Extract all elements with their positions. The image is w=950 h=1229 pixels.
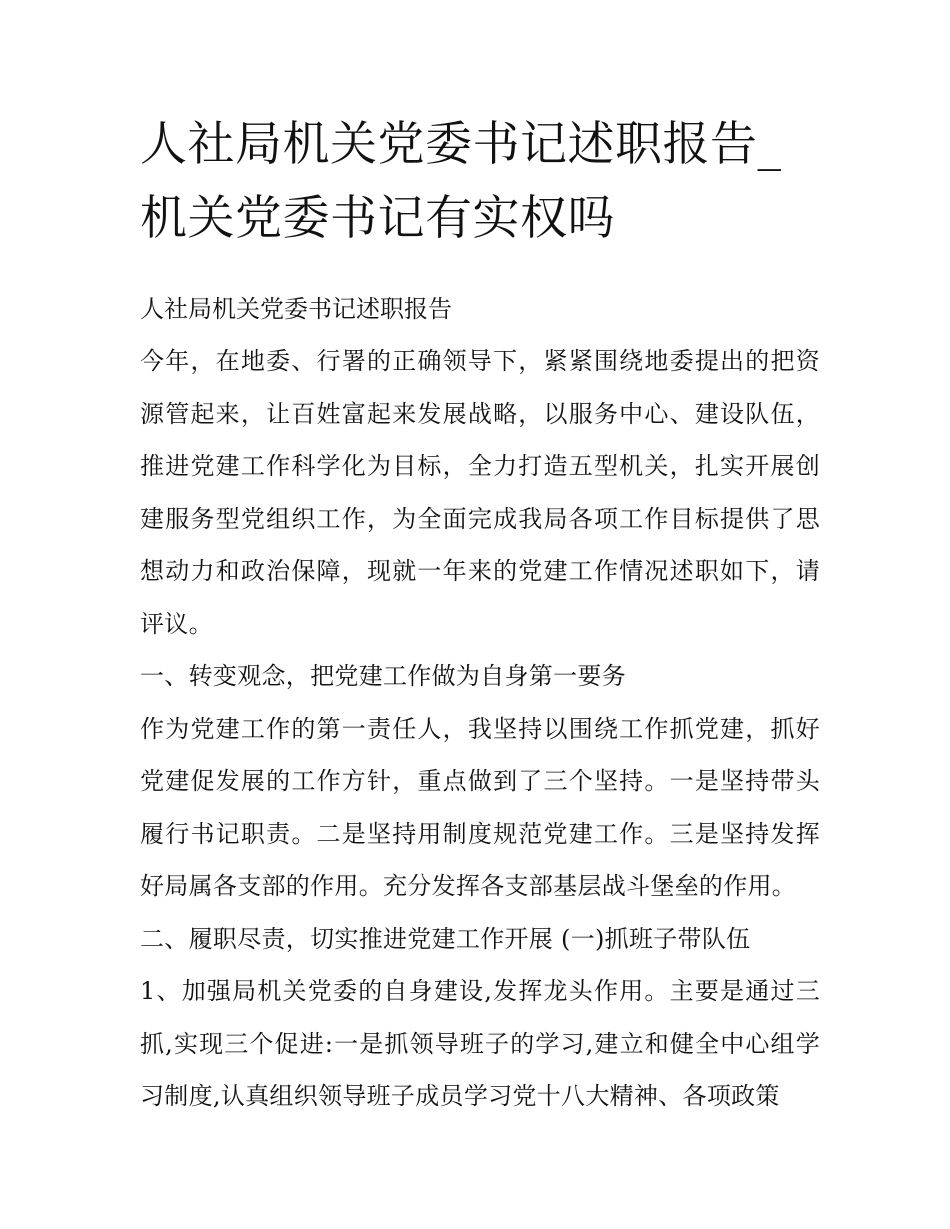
section-heading-1: 一、转变观念，把党建工作做为自身第一要务 bbox=[140, 662, 626, 690]
paragraph-intro: 今年，在地委、行署的正确领导下，紧紧围绕地委提出的把资源管起来，让百姓富起来发展战略，以服务中心、建设队伍，推进党建工作科学化为目标，全力打造五型机关，扎实开展创建服务型党组织工作，为全面完成我局各项工作目标提供了思想动力和政治保障，现就一年来的党建工作情况述职如下，请评议。 bbox=[140, 347, 820, 638]
paragraph-section-1: 作为党建工作的第一责任人，我坚持以围绕工作抓党建，抓好党建促发展的工作方针，重点做到了三个坚持。一是坚持带头履行书记职责。二是坚持用制度规范党建工作。三是坚持发挥好局属各支部的作用。充分发挥各支部基层战斗堡垒的作用。 bbox=[140, 714, 820, 900]
document-subtitle: 人社局机关党委书记述职报告 bbox=[140, 295, 452, 323]
document-page bbox=[140, 108, 820, 1123]
section-heading-2: 二、履职尽责，切实推进党建工作开展 (一)抓班子带队伍 bbox=[140, 924, 751, 953]
document-title: 人社局机关党委书记述职报告_机关党委书记有实权吗 bbox=[140, 117, 782, 246]
paragraph-section-2-item-1: 1、加强局机关党委的自身建设,发挥龙头作用。主要是通过三抓,实现三个促进:一是抓领导班子的学习,建立和健全中心组学习制度,认真组织领导班子成员学习党十八大精神、各项政策 bbox=[140, 977, 820, 1110]
